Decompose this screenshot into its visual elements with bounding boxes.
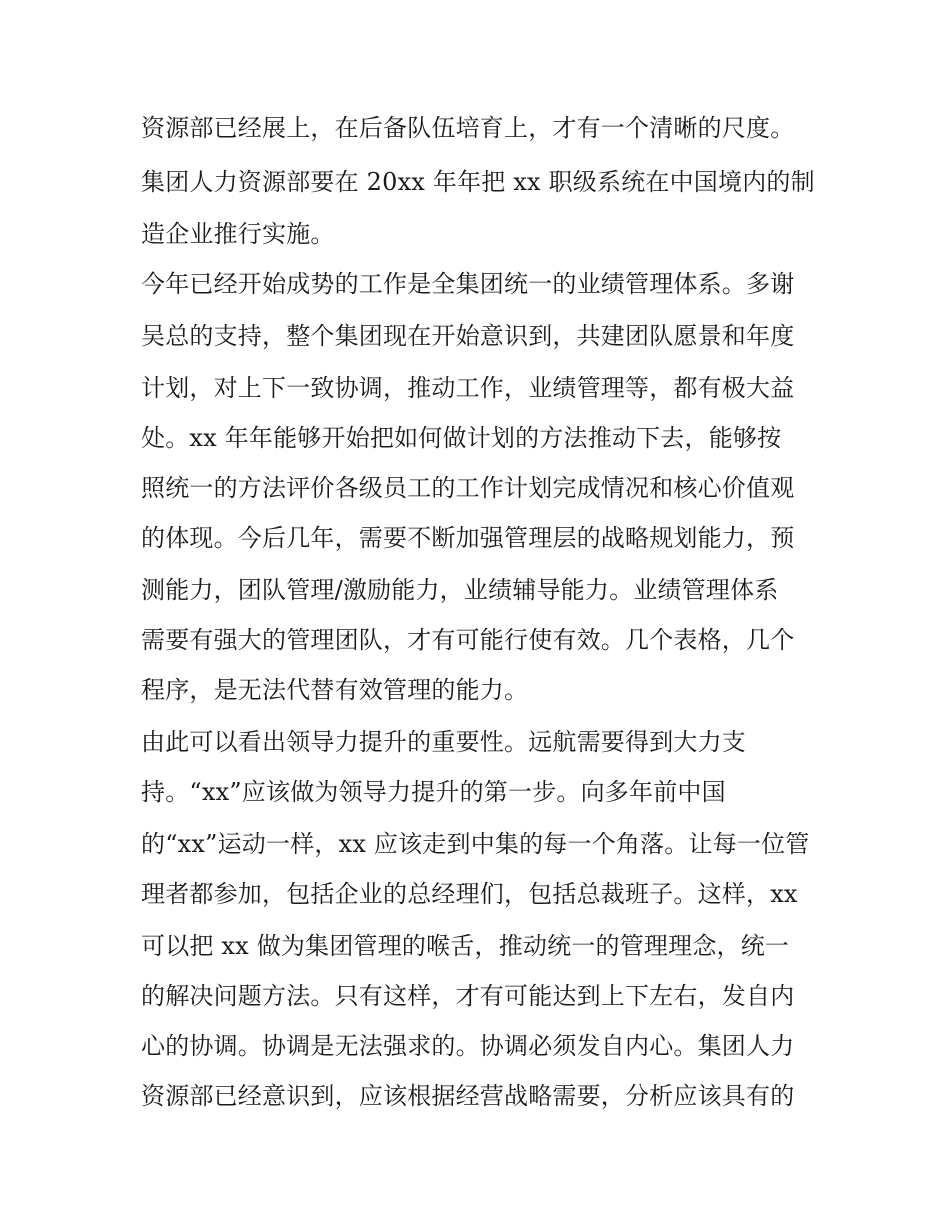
text-line: 资源部已经展上，在后备队伍培育上，才有一个清晰的尺度。: [141, 114, 795, 142]
text-line: 理者都参加，包括企业的总经理们，包括总裁班子。这样，xx: [141, 880, 798, 908]
text-line: 今年已经开始成势的工作是全集团统一的业绩管理体系。多谢: [141, 270, 795, 298]
text-line: 程序，是无法代替有效管理的能力。: [141, 676, 529, 704]
text-line: 测能力，团队管理/激励能力，业绩辅导能力。业绩管理体系: [141, 576, 779, 604]
text-line: 可以把 xx 做为集团管理的喉舌，推动统一的管理理念，统一: [141, 932, 790, 960]
text-line: 集团人力资源部要在 20xx 年年把 xx 职级系统在中国境内的制: [141, 168, 815, 196]
text-line: 需要有强大的管理团队，才有可能行使有效。几个表格，几个: [141, 626, 795, 654]
text-line: 处。xx 年年能够开始把如何做计划的方法推动下去，能够按: [141, 424, 782, 452]
text-line: 的解决问题方法。只有这样，才有可能达到上下左右，发自内: [141, 982, 795, 1010]
text-line: 的体现。今后几年，需要不断加强管理层的战略规划能力，预: [141, 524, 795, 552]
text-line: 由此可以看出领导力提升的重要性。远航需要得到大力支: [141, 728, 746, 756]
text-line: 照统一的方法评价各级员工的工作计划完成情况和核心价值观: [141, 474, 795, 502]
text-line: 心的协调。协调是无法强求的。协调必须发自内心。集团人力: [141, 1032, 795, 1060]
text-line: 计划，对上下一致协调，推动工作，业绩管理等，都有极大益: [141, 374, 795, 402]
text-line: 的“xx”运动一样，xx 应该走到中集的每一个角落。让每一位管: [141, 830, 810, 858]
text-line: 持。“xx”应该做为领导力提升的第一步。向多年前中国: [141, 778, 726, 806]
text-line: 造企业推行实施。: [141, 220, 335, 248]
text-line: 资源部已经意识到，应该根据经营战略需要，分析应该具有的: [141, 1082, 795, 1110]
text-line: 吴总的支持，整个集团现在开始意识到，共建团队愿景和年度: [141, 322, 795, 350]
